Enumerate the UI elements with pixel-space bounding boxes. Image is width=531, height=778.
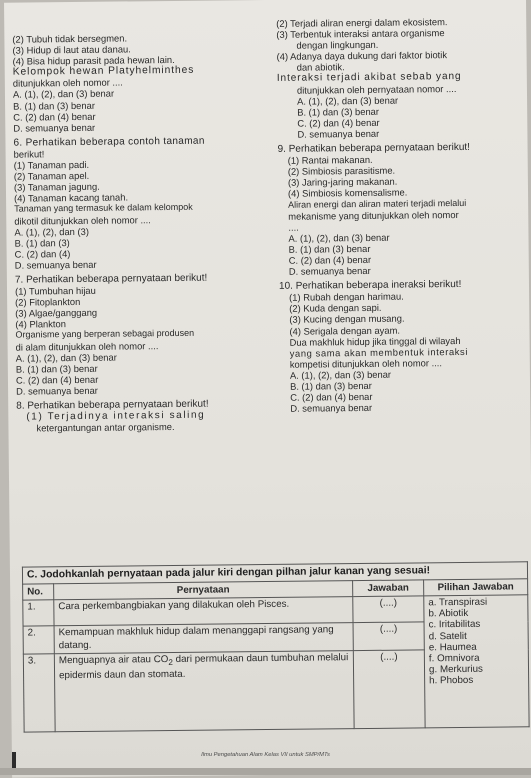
choice-item: e. Haumea bbox=[428, 641, 477, 654]
statement: ketergantungan antar organisme. bbox=[36, 421, 175, 434]
statement: (4) Plankton bbox=[15, 318, 66, 330]
choice-item: b. Abiotik bbox=[428, 608, 469, 620]
choice-item: d. Satelit bbox=[428, 630, 467, 642]
question-prompt: Aliran energi dan aliran materi terjadi melalui bbox=[288, 197, 467, 210]
statement: (4) Adanya daya dukung dari faktor biotik bbox=[276, 49, 448, 63]
statement: (3) Kucing dengan musang. bbox=[289, 312, 405, 326]
statement: (4) Serigala dengan ayam. bbox=[289, 324, 401, 337]
choice-item: f. Omnivora bbox=[428, 652, 480, 665]
header-pilihan-jawaban: Pilihan Jawaban bbox=[424, 579, 528, 596]
statement: (2) Fitoplankton bbox=[15, 296, 81, 308]
answer-option: B. (1) dan (3) bbox=[14, 236, 70, 249]
statement: dengan lingkungan. bbox=[296, 39, 379, 51]
answer-option: D. semuanya benar bbox=[16, 384, 98, 397]
row-statement-text: Menguapnya air atau $CO_2$ dari permukaan daun tumbuhan melalui epidermis daun dan stomata. bbox=[58, 652, 349, 682]
worksheet-page bbox=[4, 0, 531, 778]
question-prompt: Tanaman yang termasuk ke dalam kelompok bbox=[14, 202, 193, 215]
row-number: 3. bbox=[23, 654, 55, 732]
answer-option: B. (1) dan (3) benar bbox=[13, 99, 95, 112]
choice-item: a. Transpirasi bbox=[428, 596, 488, 609]
answer-option: C. (2) dan (4) benar bbox=[13, 110, 96, 123]
answer-option: B. (1) dan (3) benar bbox=[15, 362, 98, 375]
statement: (2) Tanaman apel. bbox=[13, 169, 90, 182]
statement: (3) Tanaman jagung. bbox=[13, 180, 100, 193]
statement: (3) Jaring-jaring makanan. bbox=[287, 175, 398, 189]
answer-option: C. (2) dan (4) benar bbox=[297, 116, 380, 129]
question-prompt: .... bbox=[288, 221, 299, 233]
answer-option: D. semuanya benar bbox=[290, 402, 373, 414]
statement: (4) Tanaman kacang tanah. bbox=[14, 191, 129, 204]
question-prompt: mekanisme yang ditunjukkan oleh nomor bbox=[288, 208, 459, 222]
statement: (3) Terbentuk interaksi antara organisme bbox=[276, 27, 445, 40]
statement: (2) Simbiosis parasitisme. bbox=[287, 164, 396, 177]
statement: (1) Terjadinya interaksi saling bbox=[26, 409, 206, 423]
bottom-shadow bbox=[0, 768, 531, 775]
answer-option: C. (2) dan (4) bbox=[14, 247, 71, 260]
statement: (4) Bisa hidup parasit pada hewan lain. bbox=[12, 54, 175, 67]
choice-item: h. Phobos bbox=[429, 675, 474, 687]
statement: (2) Kuda dengan sapi. bbox=[289, 302, 382, 315]
statement: (1) Tanaman padi. bbox=[13, 158, 90, 171]
answer-option: D. semuanya benar bbox=[13, 121, 96, 134]
matching-table bbox=[22, 578, 530, 732]
answer-option: A. (1), (2), dan (3) benar bbox=[12, 88, 115, 101]
header-pernyataan: Pernyataan bbox=[54, 581, 353, 600]
statement: dan abiotik. bbox=[296, 61, 345, 74]
question-8: 8. Perhatikan beberapa pernyataan berikut! bbox=[16, 398, 209, 412]
question-prompt: kompetisi ditunjukkan oleh nomor .... bbox=[289, 356, 443, 370]
answer-option: D. semuanya benar bbox=[288, 264, 371, 277]
page-footer: Ilmu Pengetahuan Alam Kelas VII untuk SMP/MTs bbox=[201, 752, 330, 758]
statement: (1) Tumbuhan hijau bbox=[14, 284, 96, 297]
left-column bbox=[12, 31, 278, 434]
statement: (4) Simbiosis komensalisme. bbox=[287, 186, 408, 200]
statement: (2) Terjadi aliran energi dalam ekosistem. bbox=[276, 16, 448, 29]
header-jawaban: Jawaban bbox=[353, 580, 424, 597]
statement: (1) Rubah dengan harimau. bbox=[289, 290, 404, 304]
answer-option: D. semuanya benar bbox=[14, 258, 97, 271]
row-number: 2. bbox=[23, 626, 54, 654]
answer-option: C. (2) dan (4) benar bbox=[15, 373, 99, 386]
question-prompt: ditunjukkan oleh pernyataan nomor .... bbox=[296, 82, 457, 96]
choice-item: g. Merkurius bbox=[428, 663, 483, 676]
question-prompt: ditunjukkan oleh nomor .... bbox=[12, 76, 123, 90]
answer-blank[interactable]: (....) bbox=[353, 622, 424, 651]
row-statement: Cara perkembangbiakan yang dilakukan oleh Pisces. bbox=[54, 597, 353, 626]
right-column bbox=[276, 15, 520, 414]
question-6: 6. Perhatikan beberapa contoh tanaman bbox=[13, 135, 205, 149]
question-prompt: Organisme yang berperan sebagai produsen bbox=[15, 328, 195, 341]
question-prompt: di alam ditunjukkan oleh nomor .... bbox=[15, 339, 159, 353]
row-statement bbox=[54, 651, 354, 732]
answer-option: D. semuanya benar bbox=[297, 127, 380, 140]
choice-item: c. Iritabilitas bbox=[428, 619, 481, 631]
section-c-title: C. Jodohkanlah pernyataan pada jalur kiri dengan pilhan jalur kanan yang sesuai! bbox=[22, 561, 528, 583]
question-prompt: dikotil ditunjukkan oleh nomor .... bbox=[14, 213, 151, 227]
answer-option: A. (1), (2), dan (3) benar bbox=[288, 231, 390, 244]
subscript: 2 bbox=[168, 657, 173, 668]
header-no: No. bbox=[23, 584, 54, 600]
table-row bbox=[23, 595, 528, 626]
answer-option: A. (1), (2), dan (3) benar bbox=[297, 94, 399, 107]
question-7: 7. Perhatikan beberapa pernyataan berikut! bbox=[14, 272, 208, 286]
statement: (2) Tubuh tidak bersegmen. bbox=[12, 32, 128, 45]
question-prompt: yang sama akan membentuk interaksi bbox=[289, 345, 469, 359]
answer-blank[interactable]: (....) bbox=[353, 596, 424, 623]
answer-option: A. (1), (2), dan (3) benar bbox=[15, 351, 117, 364]
question-prompt: Dua makhluk hidup jika tinggal di wilayah bbox=[289, 334, 461, 348]
statement: (1) Rantai makanan. bbox=[287, 154, 373, 166]
statement: (3) Algae/ganggang bbox=[15, 307, 98, 319]
answer-option: A. (1), (2), dan (3) benar bbox=[289, 368, 392, 381]
answer-option: B. (1) dan (3) benar bbox=[288, 242, 371, 255]
row-statement: Kemampuan makhluk hidup dalam menanggapi rangsang yang datang. bbox=[54, 623, 353, 654]
section-c-matching bbox=[22, 561, 530, 732]
question-6-cont: berikut! bbox=[13, 148, 45, 160]
question-prompt: Kelompok hewan Platyhelminthes bbox=[12, 65, 195, 78]
question-9: 9. Perhatikan beberapa pernyataan berikut! bbox=[277, 141, 470, 155]
question-prompt: Interaksi terjadi akibat sebab yang bbox=[276, 71, 462, 85]
answer-option: C. (2) dan (4) benar bbox=[288, 253, 372, 266]
answer-option: C. (2) dan (4) benar bbox=[290, 390, 373, 403]
answer-option: A. (1), (2), dan (3) bbox=[14, 225, 89, 238]
row-number: 1. bbox=[23, 600, 54, 626]
answer-choices bbox=[424, 595, 529, 728]
statement: (3) Hidup di laut atau danau. bbox=[12, 43, 131, 56]
answer-blank[interactable]: (....) bbox=[353, 650, 425, 729]
answer-option: B. (1) dan (3) benar bbox=[297, 105, 380, 118]
answer-option: B. (1) dan (3) benar bbox=[289, 379, 372, 392]
question-10: 10. Perhatikan beberapa ineraksi berikut! bbox=[278, 279, 462, 293]
